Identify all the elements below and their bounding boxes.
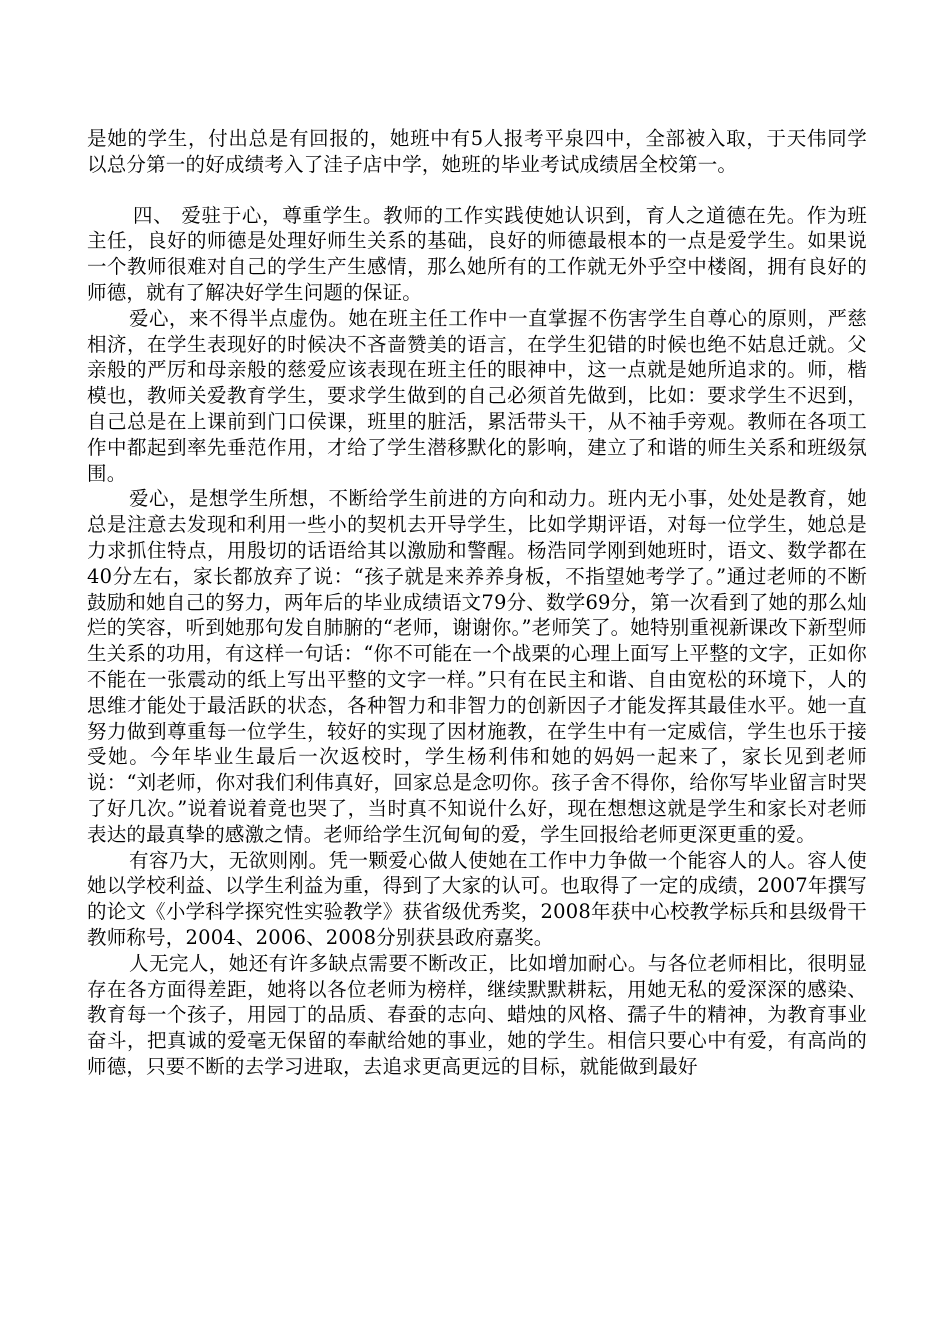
paragraph-conclusion — [87, 951, 867, 1080]
section-number: 四、 — [133, 203, 174, 227]
paragraph-text: 爱驻于心，尊重学生。教师的工作实践使她认识到，育人之道德在先。作为班主任，良好的师德是处理好师生关系的基础，良好的师德最根本的一点是爱学生。如果说一个教师很难对自己的学生产生感情，那么她所有的工作就无外乎空中楼阁，拥有良好的师德，就有了解决好学生问题的保证。 — [87, 203, 867, 304]
paragraph-continuation — [87, 126, 867, 178]
paragraph-text: 爱心，是想学生所想，不断给学生前进的方向和动力。班内无小事，处处是教育，她总是注意去发现和利用一些小的契机去开导学生，比如学期评语，对每一位学生，她总是力求抓住特点，用殷切的话语给其以激励和警醒。杨浩同学刚到她班时，语文、数学都在40分左右，家长都放弃了说：“孩子就是来养养身板，不指望她考学了。”通过老师的不断鼓励和她自己的努力，两年后的毕业成绩语文79分、数学69分，第一次看到了她的那么灿烂的笑容，听到她那句发自肺腑的“老师，谢谢你。”老师笑了。她特别重视新课改下新型师生关系的功用，有这样一句话：“你不可能在一个战栗的心理上面写上平整的文字，正如你不能在一张震动的纸上写出平整的文字一样。”只有在民主和谐、自由宽松的环境下，人的思维才能处于最活跃的状态，各种智力和非智力的创新因子才能发挥其最佳水平。她一直努力做到尊重每一位学生，较好的实现了因材施教，在学生中有一定威信，学生也乐于接受她。今年毕业生最后一次返校时，学生杨利伟和她的妈妈一起来了，家长见到老师说：“刘老师，你对我们利伟真好，回家总是念叨你。孩子舍不得你，给你写毕业留言时哭了好几次。”说着说着竟也哭了，当时真不知说什么好，现在想想这就是学生和家长对老师表达的最真挚的感激之情。老师给学生沉甸甸的爱，学生回报给老师更深更重的爱。 — [87, 487, 867, 846]
paragraph-sincerity — [87, 306, 867, 487]
paragraph-text: 有容乃大，无欲则刚。凭一颗爱心做人使她在工作中力争做一个能容人的人。容人使她以学校利益、以学生利益为重，得到了大家的认可。也取得了一定的成绩，2007年撰写的论文《小学科学探究性实验教学》获省级优秀奖，2008年获中心校教学标兵和县级骨干教师称号，2004、2006、2008分别获县政府嘉奖。 — [87, 848, 867, 949]
paragraph-text: 爱心，来不得半点虚伪。她在班主任工作中一直掌握不伤害学生自尊心的原则，严慈相济，在学生表现好的时候决不吝啬赞美的语言，在学生犯错的时候也绝不姑息迁就。父亲般的严厉和母亲般的慈爱应该表现在班主任的眼神中，这一点就是她所追求的。师，楷模也，教师关爱教育学生，要求学生做到的自己必须首先做到，比如：要求学生不迟到，自己总是在上课前到门口侯课，班里的脏活，累活带头干，从不袖手旁观。教师在各项工作中都起到率先垂范作用，才给了学生潜移默化的影响，建立了和谐的师生关系和班级氛围。 — [87, 306, 867, 485]
paragraph-text: 人无完人，她还有许多缺点需要不断改正，比如增加耐心。与各位老师相比，很明显存在各方面得差距，她将以各位老师为榜样，继续默默耕耘，用她无私的爱深深的感染、教育每一个孩子，用园丁的品质、春蚕的志向、蜡烛的风格、孺子牛的精神，为教育事业奋斗，把真诚的爱毫无保留的奉献给她的事业，她的学生。相信只要心中有爱，有高尚的师德，只要不断的去学习进取，去追求更高更远的目标，就能做到最好 — [87, 951, 867, 1078]
document-body — [87, 126, 867, 1080]
paragraph-motivation — [87, 486, 867, 847]
paragraph-tolerance — [87, 848, 867, 951]
paragraph-text: 是她的学生，付出总是有回报的，她班中有5人报考平泉四中，全部被入取，于天伟同学以总分第一的好成绩考入了洼子店中学，她班的毕业考试成绩居全校第一。 — [87, 127, 867, 176]
section-four-paragraph — [87, 203, 867, 306]
